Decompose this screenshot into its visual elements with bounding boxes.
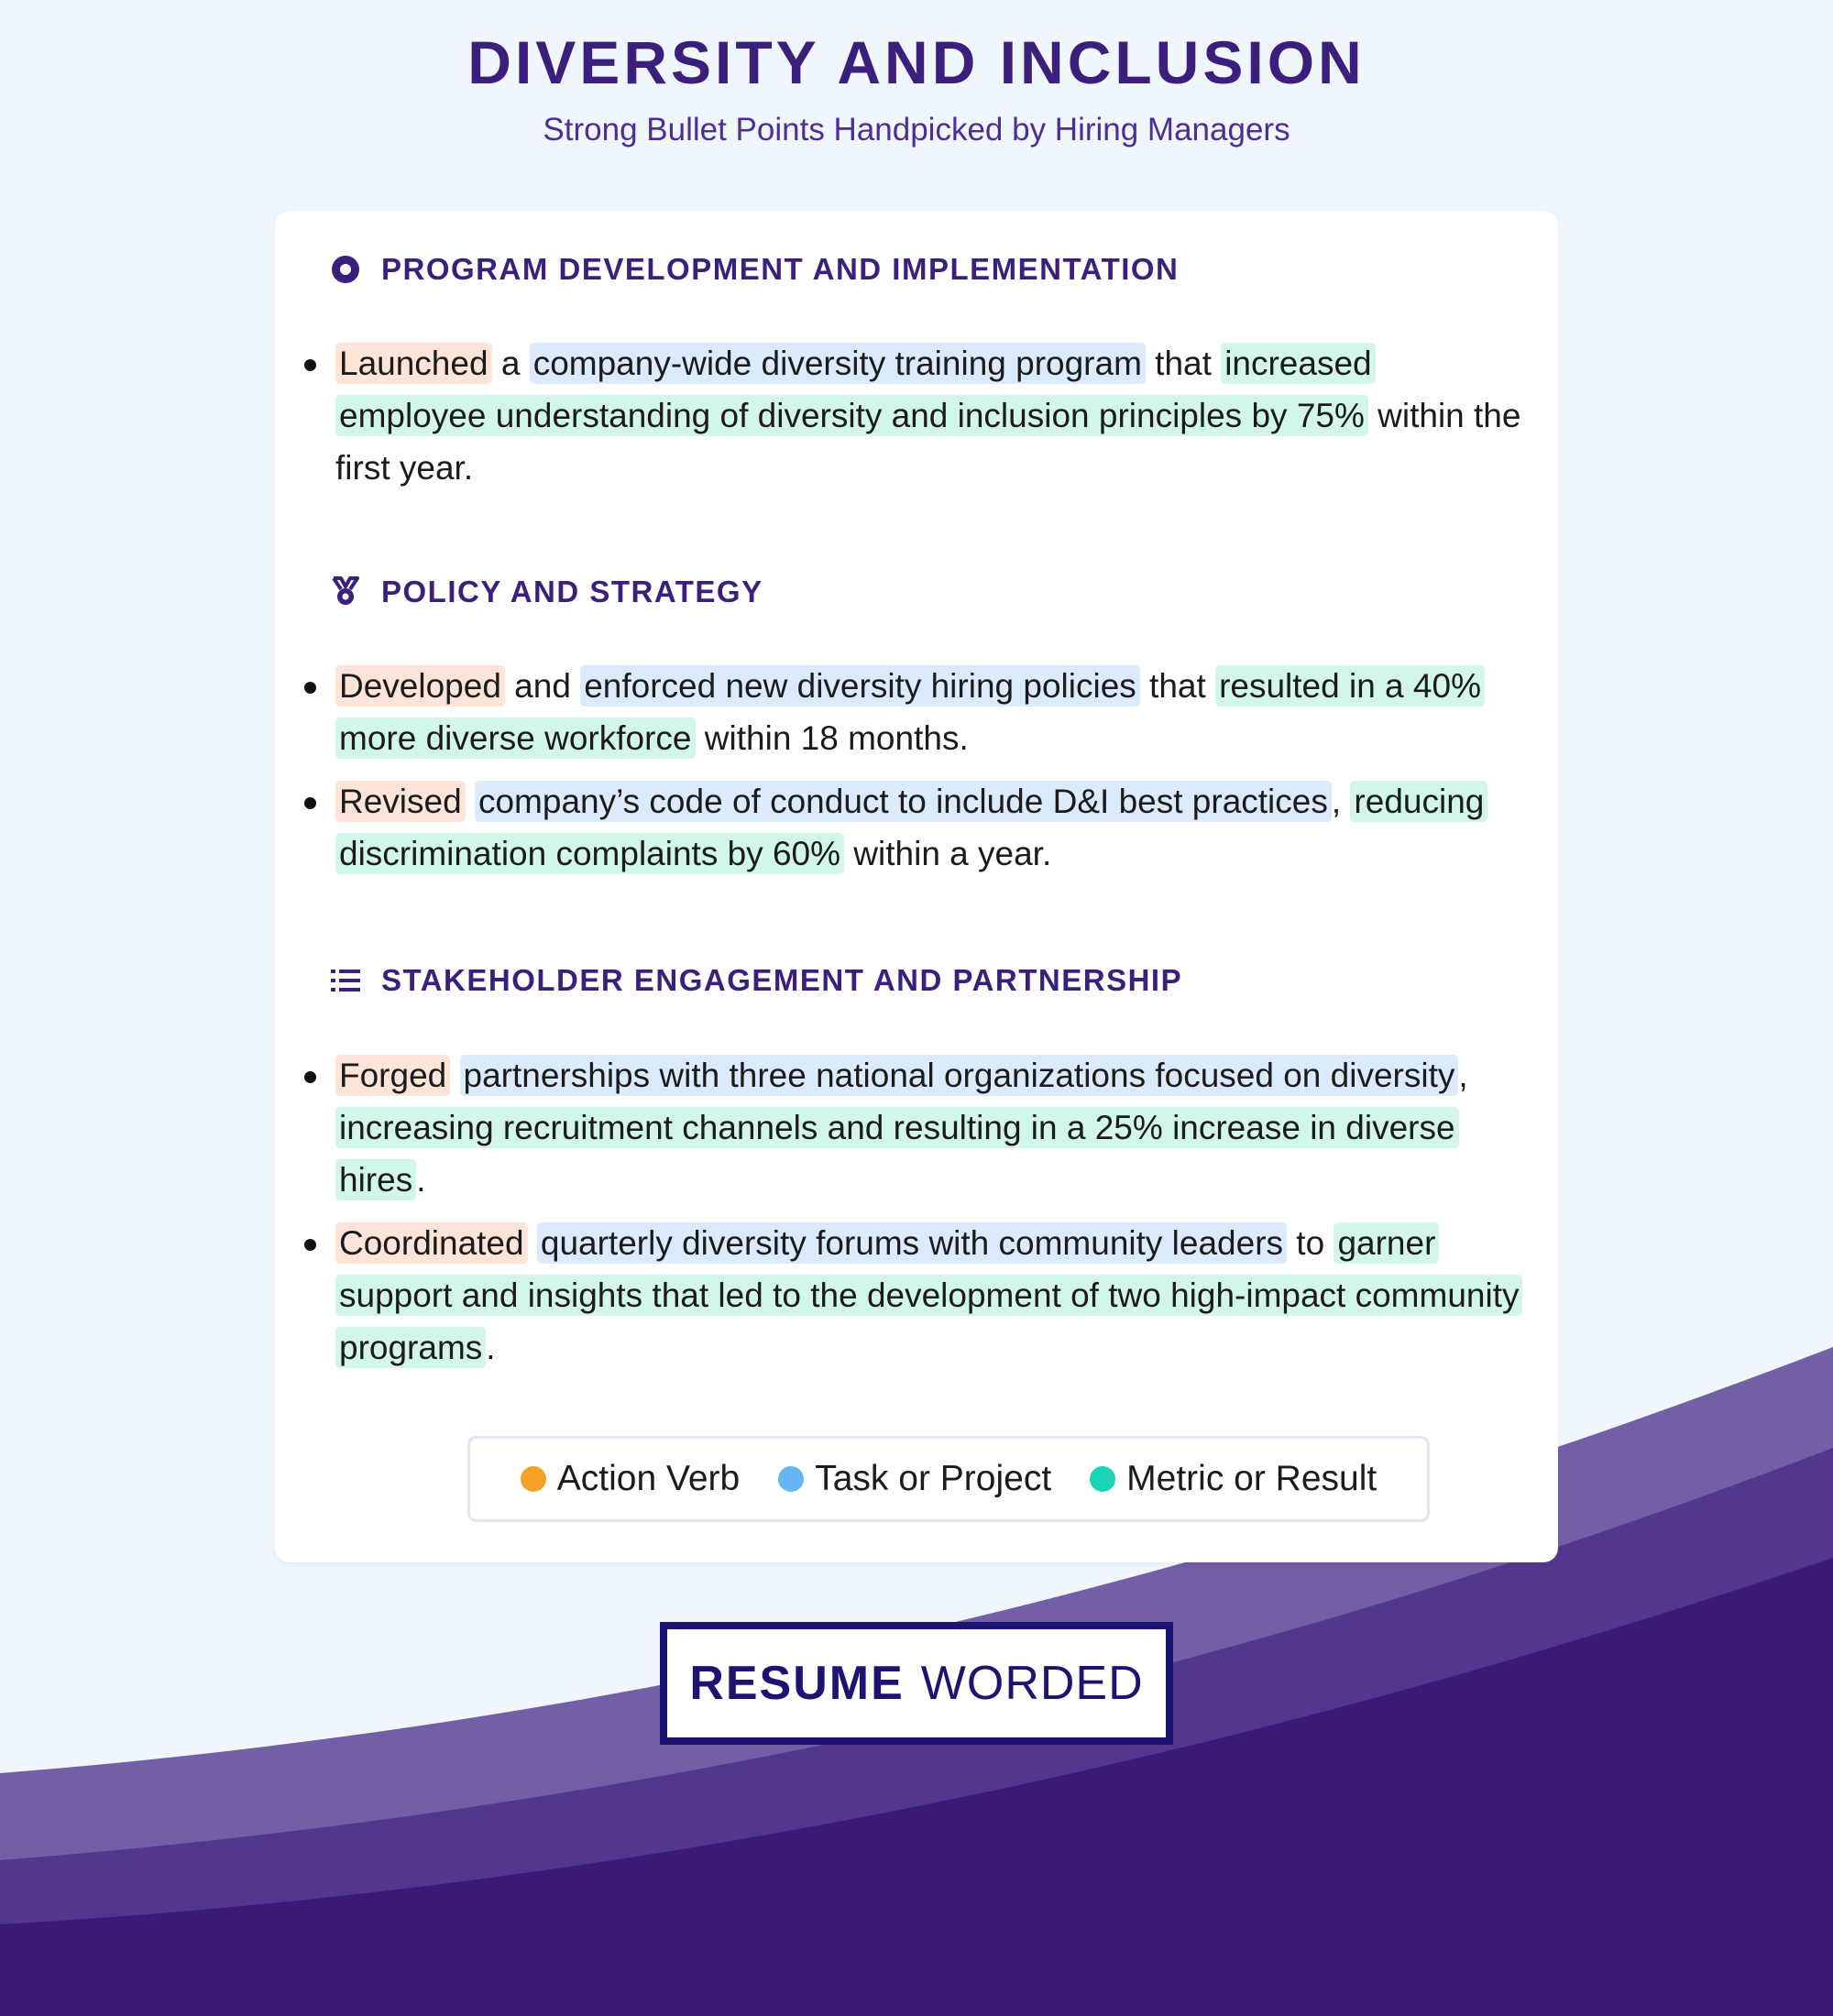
metric-highlight: resulted in a 40% more diverse workforce xyxy=(335,665,1485,759)
legend-item-metric-or-result xyxy=(1090,1459,1377,1499)
task-highlight: company-wide diversity training program xyxy=(530,343,1146,384)
highlight-legend xyxy=(467,1436,1430,1522)
bullet-text: . xyxy=(486,1329,496,1366)
bullet-text: and xyxy=(504,667,581,705)
bullet-text xyxy=(528,1224,537,1262)
logo-text-bold: RESUME xyxy=(689,1657,905,1710)
bullet-text: that xyxy=(1139,667,1216,705)
task-highlight: enforced new diversity hiring policies xyxy=(580,665,1140,707)
bullet-list-stakeholder-engagement xyxy=(275,1049,1558,1385)
section-title: POLICY AND STRATEGY xyxy=(381,575,763,608)
page-title: DIVERSITY AND INCLUSION xyxy=(467,28,1366,96)
bullet-text xyxy=(450,1057,459,1094)
action-verb-highlight: Forged xyxy=(335,1055,450,1096)
action-verb-highlight: Developed xyxy=(335,665,505,707)
task-highlight: partnerships with three national organizations focused on diversity xyxy=(460,1055,1459,1096)
bullet-text: within a year. xyxy=(844,835,1052,872)
section-header-stakeholder-engagement xyxy=(330,958,1182,1003)
legend-label: Metric or Result xyxy=(1126,1459,1377,1498)
logo-text-light: WORDED xyxy=(920,1657,1144,1710)
bullet-point xyxy=(275,775,1558,880)
action-verb-highlight: Revised xyxy=(335,781,466,822)
bullet-point xyxy=(275,1049,1558,1206)
legend-item-action-verb xyxy=(521,1459,740,1499)
circle-dot-icon xyxy=(330,254,361,285)
metric-highlight: increased employee understanding of diversity and inclusion principles by 75% xyxy=(335,343,1376,436)
task-highlight: quarterly diversity forums with community leaders xyxy=(537,1222,1287,1264)
action-verb-highlight: Launched xyxy=(335,343,492,384)
medal-icon xyxy=(330,576,361,608)
orange-dot-icon xyxy=(521,1466,546,1492)
blue-dot-icon xyxy=(778,1466,804,1492)
bullet-text: within 18 months. xyxy=(695,719,969,757)
bullet-text xyxy=(466,783,475,820)
section-header-policy-strategy xyxy=(330,569,763,615)
bullet-text: to xyxy=(1287,1224,1334,1262)
bullet-text: a xyxy=(491,345,530,382)
action-verb-highlight: Coordinated xyxy=(335,1222,528,1264)
legend-label: Action Verb xyxy=(556,1459,741,1498)
resume-worded-logo xyxy=(660,1622,1173,1745)
bullet-point xyxy=(275,337,1558,494)
bullet-point xyxy=(275,660,1558,764)
bullet-points-card xyxy=(275,211,1558,1562)
metric-highlight: reducing discrimination complaints by 60% xyxy=(335,781,1487,874)
bullet-list-program-development xyxy=(275,337,1558,505)
legend-item-task-or-project xyxy=(778,1459,1051,1499)
page-subtitle: Strong Bullet Points Handpicked by Hiring Managers xyxy=(543,112,1290,148)
bullet-text: , xyxy=(1458,1057,1468,1094)
bullet-text: within the first year. xyxy=(335,397,1521,487)
bullet-list-policy-strategy xyxy=(275,660,1558,891)
section-title: STAKEHOLDER ENGAGEMENT AND PARTNERSHIP xyxy=(381,963,1183,997)
metric-highlight: garner support and insights that led to the development of two high-impact community programs xyxy=(335,1222,1522,1368)
legend-label: Task or Project xyxy=(815,1459,1052,1498)
bullet-text: . xyxy=(416,1161,426,1199)
metric-highlight: increasing recruitment channels and resulting in a 25% increase in diverse hires xyxy=(335,1107,1459,1200)
task-highlight: company’s code of conduct to include D&I best practices xyxy=(475,781,1332,822)
teal-dot-icon xyxy=(1090,1466,1115,1492)
bullet-text: that xyxy=(1145,345,1222,382)
bullet-text: , xyxy=(1331,783,1351,820)
bullet-point xyxy=(275,1217,1558,1374)
section-title: PROGRAM DEVELOPMENT AND IMPLEMENTATION xyxy=(381,252,1180,286)
list-icon xyxy=(330,965,361,996)
section-header-program-development xyxy=(330,247,1179,292)
